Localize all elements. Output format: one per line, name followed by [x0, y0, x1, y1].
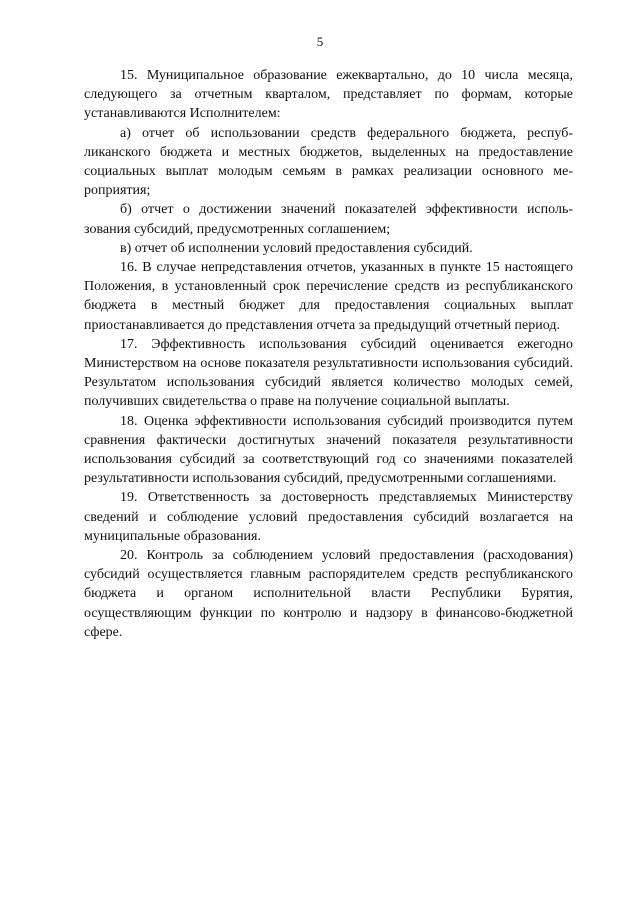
- document-body: [84, 66, 573, 642]
- paragraph-19: 19. Ответственность за достоверность представляемых Министерству сведений и соблюдение условий предоставления субсидий возлагается на муниципальные образования.: [84, 490, 573, 544]
- paragraph-20: 20. Контроль за соблюдением условий предоставления (расходования) субсидий осуществляется главным распорядителем средств республиканского бюджета и органом исполнительной власти Республики Бурятия, осуществляющим функции по контролю и надзору в финансово-бюджетной сфере.: [84, 548, 573, 640]
- paragraph-16: 16. В случае непредставления отчетов, указанных в пункте 15 настоящего Положения, в установленный срок перечисление средств из республиканского бюджета в местный бюджет для предоставления социальных выплат приостанавливается до представления отчета за предыдущий отчетный период.: [84, 260, 573, 333]
- page-number: 5: [316, 34, 324, 49]
- paragraph-17: 17. Эффективность использования субсидий оценивается ежегодно Министерством на основе показателя результативности использования субсидий. Результатом использования субсидий является количество молодых семей, получивших свидетельства о праве на получение социальной выплаты.: [84, 336, 573, 410]
- paragraph-15: 15. Муниципальное образование ежеквартально, до 10 числа месяца, следующего за отчетным кварталом, представляет по формам, которые устанавливаются Исполнителем:: [84, 68, 573, 122]
- paragraph-15a: а) отчет об использовании средств федерального бюджета, республиканского бюджета и местных бюджетов, выделенных на предоставление социальных выплат молодым семьям в рамках реализации основного мероприятия;: [84, 125, 573, 199]
- paragraph-15v: в) отчет об исполнении условий предоставления субсидий.: [120, 240, 473, 256]
- paragraph-18: 18. Оценка эффективности использования субсидий производится путем сравнения фактически достигнутых значений показателя результативности использования субсидий за соответствующий год со значениями показателей результативности использования субсидий, предусмотренными соглашениями.: [84, 413, 573, 487]
- paragraph-15b: б) отчет о достижении значений показателей эффективности использования субсидий, предусмотренных соглашением;: [84, 202, 573, 237]
